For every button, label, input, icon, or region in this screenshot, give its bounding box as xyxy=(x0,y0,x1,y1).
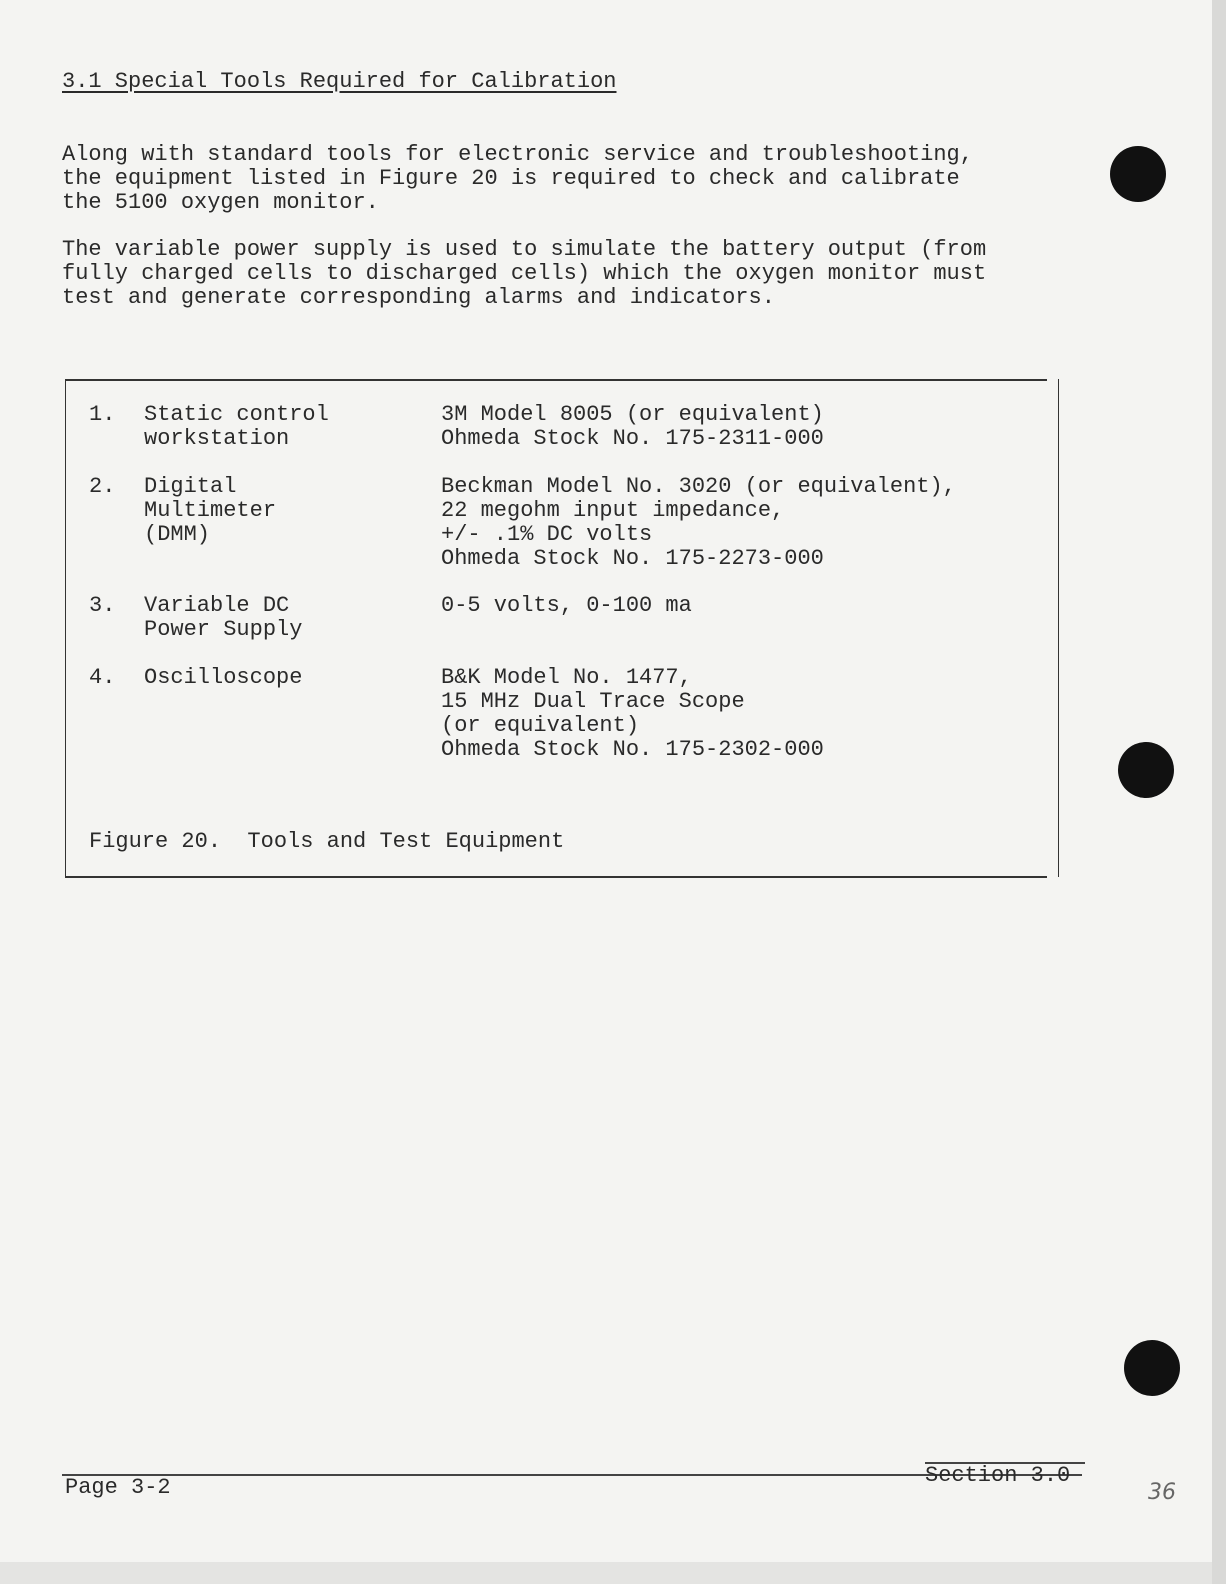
intro-paragraph: Along with standard tools for electronic service and troubleshooting, the equipment listed in Figure 20 is required to check and calibrate the 5100 oxygen monitor. xyxy=(62,142,973,215)
row-4-number: 4. xyxy=(89,665,116,690)
binder-hole-icon xyxy=(1110,146,1166,202)
row-1-number: 1. xyxy=(89,402,116,427)
scan-page-edge xyxy=(1212,0,1226,1584)
section-heading: 3.1 Special Tools Required for Calibration xyxy=(62,69,617,94)
row-4-item: Oscilloscope xyxy=(144,665,303,690)
row-1-description: 3M Model 8005 (or equivalent) Ohmeda Stock No. 175-2311-000 xyxy=(441,402,824,451)
power-supply-paragraph: The variable power supply is used to simulate the battery output (from fully charged cells to discharged cells) which the oxygen monitor must test and generate corresponding alarms and indicators. xyxy=(62,237,987,310)
scan-bottom-edge xyxy=(0,1562,1212,1584)
binder-hole-icon xyxy=(1124,1340,1180,1396)
row-3-item: Variable DC Power Supply xyxy=(144,593,303,642)
section-label: Section 3.0 xyxy=(925,1463,1071,1488)
handwritten-page-note: 36 xyxy=(1148,1480,1176,1505)
page-number: Page 3-2 xyxy=(65,1475,171,1500)
row-2-number: 2. xyxy=(89,474,116,499)
binder-hole-icon xyxy=(1118,742,1174,798)
row-3-description: 0-5 volts, 0-100 ma xyxy=(441,593,692,618)
table-top-rule xyxy=(65,379,1047,381)
row-2-item: Digital Multimeter (DMM) xyxy=(144,474,277,547)
row-3-number: 3. xyxy=(89,593,116,618)
row-2-description: Beckman Model No. 3020 (or equivalent), 22 megohm input impedance, +/- .1% DC volts Ohmeda Stock No. 175-2273-000 xyxy=(441,474,956,571)
figure-caption: Figure 20. Tools and Test Equipment xyxy=(89,829,565,854)
row-4-description: B&K Model No. 1477, 15 MHz Dual Trace Scope (or equivalent) Ohmeda Stock No. 175-2302-000 xyxy=(441,665,824,762)
table-bottom-rule xyxy=(65,876,1047,878)
row-1-item: Static control workstation xyxy=(144,402,329,451)
